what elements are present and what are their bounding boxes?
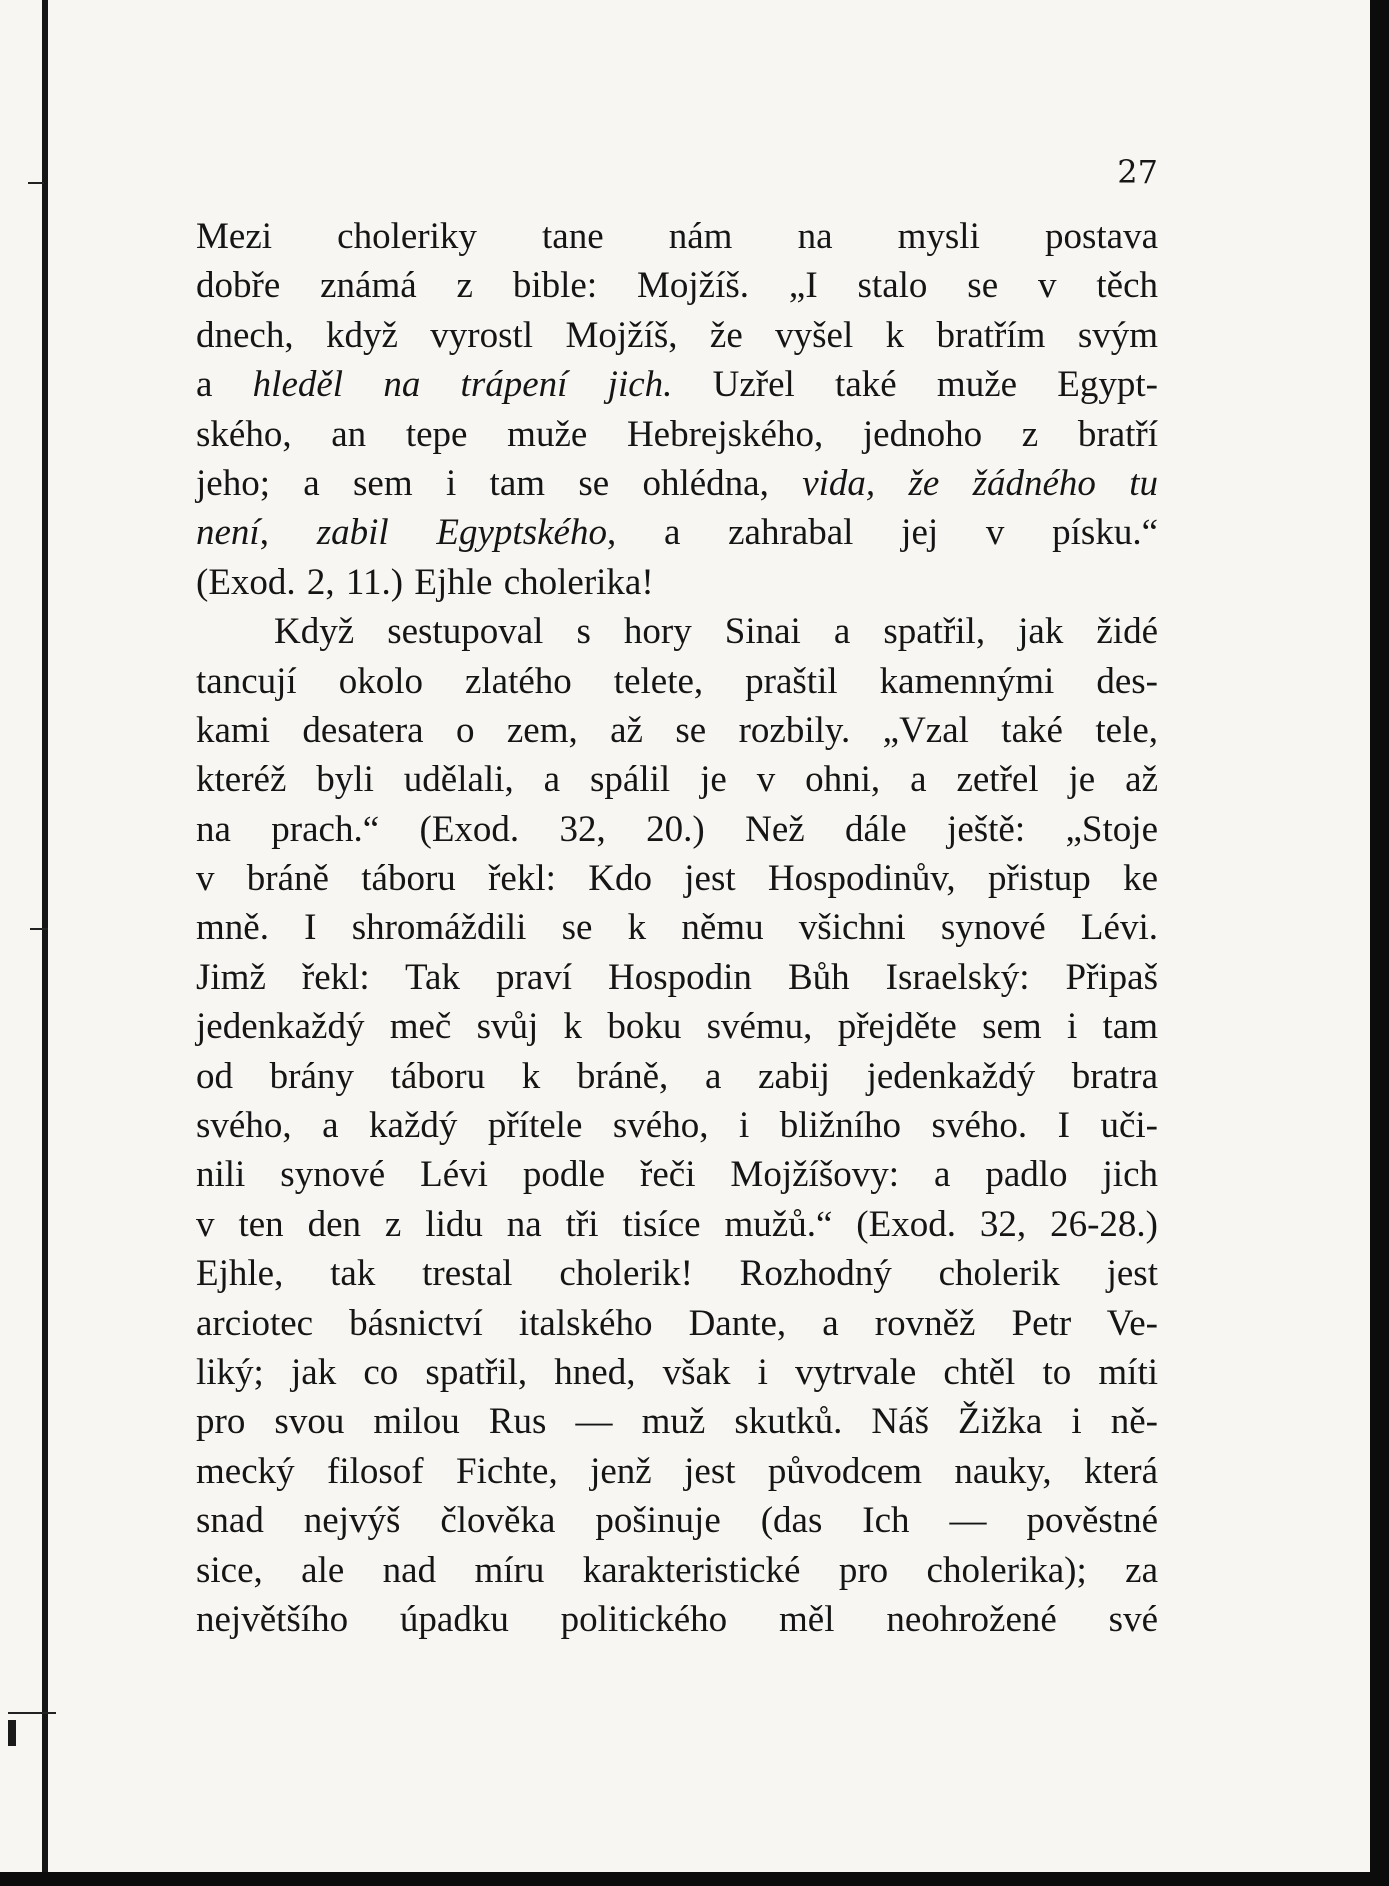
text-run: nili synové Lévi podle řeči Mojžíšovy: a padlo jich	[196, 1154, 1158, 1196]
text-line	[196, 1546, 1158, 1595]
text-run: ,	[259, 512, 317, 554]
italic-run: zabil Egyptského	[316, 512, 607, 554]
text-line	[196, 360, 1158, 409]
margin-mark	[8, 1720, 16, 1746]
italic-run: není	[196, 512, 260, 554]
text-run: jeho; a sem i tam se ohlédna,	[196, 462, 803, 504]
text-run: v ten den z lidu na tři tisíce mužů.“ (Exod. 32, 26-28.)	[196, 1203, 1158, 1245]
text-line	[196, 311, 1158, 360]
binding-edge	[42, 0, 48, 1872]
text-line	[196, 1002, 1158, 1051]
text-run: mně. I shromáždili se k němu všichni synové Lévi.	[196, 907, 1158, 949]
text-run: Když sestupoval s hory Sinai a spatřil, jak židé	[274, 611, 1158, 653]
text-run: sice, ale nad míru karakteristické pro cholerika); za	[196, 1549, 1158, 1591]
text-line	[196, 261, 1158, 310]
text-run: kami desatera o zem, až se rozbily. „Vzal také tele,	[196, 709, 1158, 751]
text-line	[196, 1348, 1158, 1397]
text-line	[196, 1052, 1158, 1101]
margin-mark	[28, 182, 44, 184]
text-run: tancují okolo zlatého telete, praštil kamennými des-	[196, 660, 1158, 702]
italic-run: hleděl na trápení jich.	[252, 364, 673, 406]
scan-border-right	[1370, 0, 1389, 1886]
italic-run: vida, že žádného tu	[802, 462, 1159, 504]
text-line	[196, 1496, 1158, 1545]
text-run: (Exod. 2, 11.) Ejhle cholerika!	[196, 561, 654, 603]
text-run: , a zahrabal jej v písku.“	[606, 512, 1159, 554]
text-run: na prach.“ (Exod. 32, 20.) Než dále ještě: „Stoje	[196, 808, 1158, 850]
text-line	[196, 1249, 1158, 1298]
text-line	[196, 459, 1158, 508]
text-line	[196, 1200, 1158, 1249]
text-run: a	[196, 364, 253, 406]
text-line	[196, 1595, 1158, 1644]
text-line	[196, 1447, 1158, 1496]
text-run: největšího úpadku politického měl neohrožené své	[196, 1598, 1158, 1640]
text-line	[196, 903, 1158, 952]
margin-mark	[30, 928, 48, 930]
text-run: Jimž řekl: Tak praví Hospodin Bůh Israelský: Připaš	[196, 956, 1158, 998]
text-run: Uzřel také muže Egypt-	[672, 364, 1158, 406]
text-run: snad nejvýš člověka pošinuje (das Ich — pověstné	[196, 1500, 1158, 1542]
text-line	[196, 805, 1158, 854]
paragraph-first-line	[196, 607, 1158, 656]
text-line	[196, 953, 1158, 1002]
text-line	[196, 212, 1158, 261]
text-line	[196, 706, 1158, 755]
text-run: Ejhle, tak trestal cholerik! Rozhodný cholerik jest	[196, 1253, 1158, 1295]
text-run: dobře známá z bible: Mojžíš. „I stalo se v těch	[196, 265, 1158, 307]
text-line	[196, 657, 1158, 706]
text-line	[196, 1150, 1158, 1199]
text-run: Mezi choleriky tane nám na mysli postava	[196, 216, 1158, 257]
margin-mark	[8, 1712, 56, 1714]
text-line	[196, 410, 1158, 459]
text-run: kteréž byli udělali, a spálil je v ohni, a zetřel je až	[196, 759, 1158, 801]
text-run: liký; jak co spatřil, hned, však i vytrvale chtěl to míti	[196, 1351, 1158, 1393]
text-run: pro svou milou Rus — muž skutků. Náš Žižka i ně-	[196, 1401, 1158, 1443]
text-run: od brány táboru k bráně, a zabij jedenkaždý bratra	[196, 1055, 1158, 1097]
text-line	[196, 1397, 1158, 1446]
text-run: ského, an tepe muže Hebrejského, jednoho z bratří	[196, 413, 1158, 455]
scan-border-bottom	[0, 1872, 1389, 1886]
text-line	[196, 1101, 1158, 1150]
text-line	[196, 1299, 1158, 1348]
body-text	[196, 212, 1158, 1644]
text-run: jedenkaždý meč svůj k boku svému, přejděte sem i tam	[196, 1006, 1158, 1048]
text-line	[196, 755, 1158, 804]
text-line	[196, 558, 1158, 607]
text-line	[196, 854, 1158, 903]
text-run: mecký filosof Fichte, jenž jest původcem nauky, která	[196, 1450, 1158, 1492]
text-line	[196, 508, 1158, 557]
text-run: v bráně táboru řekl: Kdo jest Hospodinův, přistup ke	[196, 858, 1158, 900]
text-run: dnech, když vyrostl Mojžíš, že vyšel k bratřím svým	[196, 314, 1158, 356]
text-run: svého, a každý přítele svého, i bližního svého. I uči-	[196, 1105, 1158, 1147]
page-number: 27	[1117, 153, 1158, 191]
text-run: arciotec básnictví italského Dante, a rovněž Petr Ve-	[196, 1302, 1158, 1344]
